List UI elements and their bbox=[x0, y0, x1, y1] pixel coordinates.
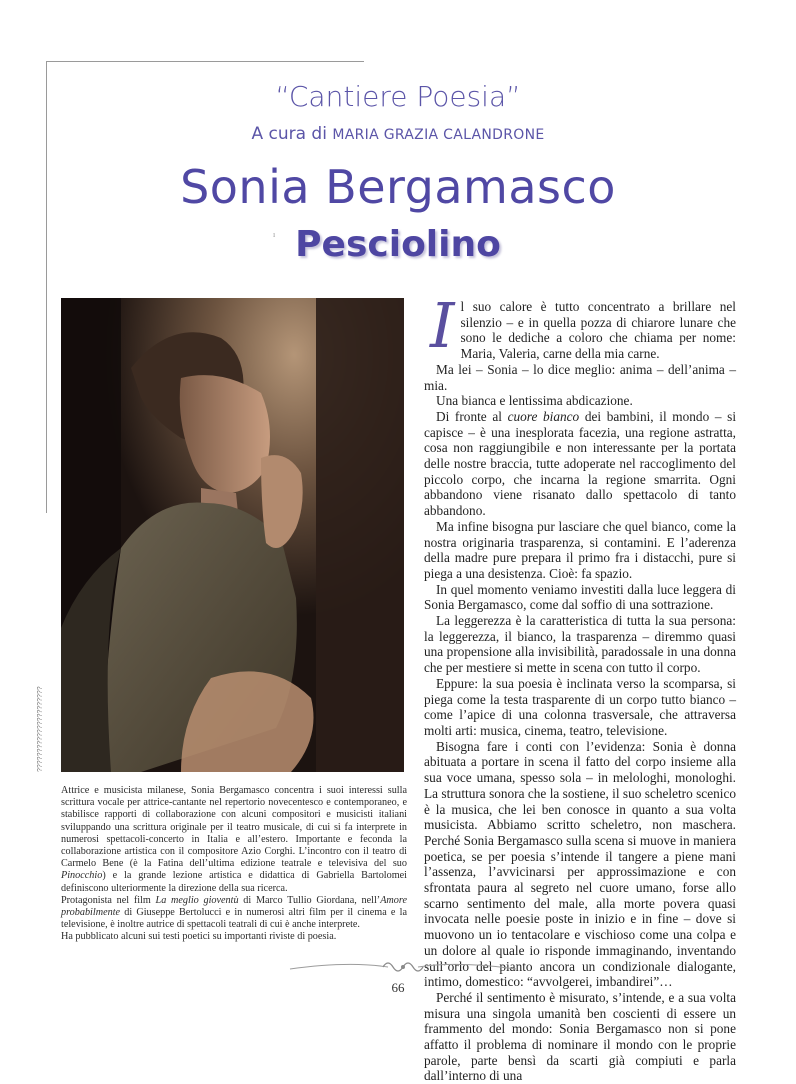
caption-paragraph: Attrice e musicista milanese, Sonia Bergamasco concentra i suoi interessi sulla scrittura vocale per attrice-cantante nel repertorio novecentesco e contemporaneo, e stabilisce rapporti di collaborazione con alcuni compositori e musicisti italiani sviluppando una scrittura originale per il teatro musicale, di cui si fa interprete in numerosi spettacoli-concerto in Italia e all’estero. Importante e feconda la collaborazione artistica con il compositore Azio Corghi. L’incontro con il teatro di Carmelo Bene (è la Fatina dell’ultima edizione teatrale e televisiva del suo Pinocchio) e la grande lezione artistica e didattica di Gabriella Bartolomei definiscono ulteriormente la direzione della sua ricerca. bbox=[61, 785, 407, 894]
essay-paragraph: Ma infine bisogna pur lasciare che quel bianco, come la nostra originaria trasparenza, si contamini. E l’aderenza della madre pure prepara il primo fra i distacchi, pure si piega a una desistenza. Cioè: fa spazio. bbox=[424, 518, 736, 581]
curator-name: MARIA GRAZIA CALANDRONE bbox=[332, 127, 545, 143]
author-photo bbox=[61, 298, 404, 772]
essay-paragraph: Il suo calore è tutto concentrato a brillare nel silenzio – e in quella pozza di chiarore lunare che sono le dediche a coloro che chiama per nome: Maria, Valeria, carne della mia carne. bbox=[430, 289, 736, 362]
author-bio-caption bbox=[61, 785, 407, 944]
essay-paragraph: Una bianca e lentissima abdicazione. bbox=[436, 393, 633, 409]
essay-paragraph: La leggerezza è la caratteristica di tutta la sua persona: la leggerezza, il bianco, la trasparenza – diremmo quasi una propensione alla invisibilità, paradossale in una donna che per mestiere si mette in scena con tutto il corpo. bbox=[424, 613, 736, 676]
curator-prefix: A cura di bbox=[251, 124, 333, 144]
essay-paragraph: Di fronte al cuore bianco dei bambini, il mondo – si capisce – è una inesplorata facezia, una regione astratta, cosa non raggiungibile e non interessante per la portata delle nostre braccia, tutte adoperate nel raccoglimento del piccolo corpo, che incarna la regione smarrita. Ogni abbandono viene risanato dallo spettacolo di tanto abbandono. bbox=[424, 408, 737, 519]
photo-illustration bbox=[61, 298, 404, 772]
poem-title: Pesciolino bbox=[295, 224, 501, 265]
caption-paragraph: Protagonista nel film La meglio gioventù di Marco Tullio Giordana, nell’Amore probabilmente di Giuseppe Bertolucci e in numerosi altri film per il cinema e la televisione, è inoltre autrice di spettacoli teatrali di cui è anche interprete. bbox=[61, 894, 407, 931]
frame-rule-top bbox=[46, 61, 364, 62]
essay-paragraph: Perché il sentimento è misurato, s’intende, e a sua volta misura una singola umanità ben coscienti di essere un frammento del mondo: Sonia Bergamasco non si pone affatto il problema di nominare il mondo con le proprie parole, parte bensì da scarti già compiuti e parla dall’interno di una bbox=[424, 989, 736, 1084]
essay-paragraph: In quel momento veniamo investiti dalla luce leggera di Sonia Bergamasco, come dal soffio di una sottrazione. bbox=[424, 581, 736, 613]
essay-paragraph: Ma lei – Sonia – lo dice meglio: anima – dell’anima – mia. bbox=[424, 361, 736, 393]
author-name: Sonia Bergamasco bbox=[180, 160, 616, 214]
essay-paragraph: Eppure: la sua poesia è inclinata verso la scomparsa, si piega come la testa trasparente di un corpo tutto bianco – come l’apice di una colonna trasversale, che attraversa molti arti: musica, cinema, teatro, televisione. bbox=[424, 675, 736, 738]
side-mark: ?????????????????????? bbox=[37, 686, 44, 772]
caption-paragraph: Ha pubblicato alcuni sui testi poetici su importanti riviste di poesia. bbox=[61, 931, 337, 943]
page-number: 66 bbox=[391, 980, 405, 995]
ornament-divider bbox=[288, 955, 518, 979]
series-title: “Cantiere Poesia” bbox=[275, 80, 521, 113]
tiny-mark: ı bbox=[273, 230, 276, 239]
curator-line bbox=[0, 124, 796, 144]
drop-cap: I bbox=[430, 289, 455, 362]
essay-paragraph: Bisogna fare i conti con l’evidenza: Sonia è donna abituata a portare in scena il fatto del corpo insieme alla sua voce umana, spesso sola – in melologhi, monologhi. La struttura sonora che la sostiene, il suo scheletro scenico è la musica, che lei ben conosce in quanto a sua volta musicista. Abbiamo scritto scheletro, non maschera. Perché Sonia Bergamasco sulla scena si muove in maniera poetica, se per poesia s’intende il tangere a piene mani l’assenza, l’avvicinarsi per approssimazione e con sfrontata paura al segreto nel cuore umano, forse allo scarno sentimento del male, alla morte povera quasi invocata nelle poesie poste in inizio e in fine – dove si muovono un io tentacolare e vischioso come una colpa e un dolore al quale io risponde immaginando, inventando sull’orlo del pianto ancora un condizionale dialogante, intimo, domestico: “avvolgerei, imbandirei”… bbox=[424, 738, 736, 990]
